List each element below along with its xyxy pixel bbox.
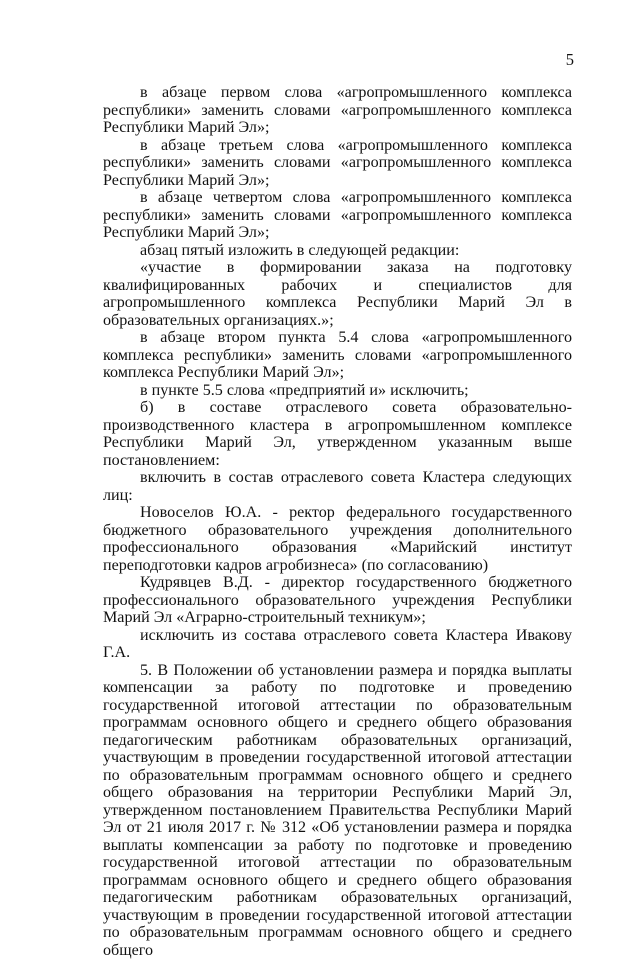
page-number: 5 (566, 50, 574, 70)
paragraph-member-novoselov: Новоселов Ю.А. - ректор федерального государственного бюджетного образовательного учреждения дополнительного профессионального образования «Марийский институт переподготовки кадров агробизнеса» (по согласованию) (103, 504, 572, 574)
paragraph-council-composition: б) в составе отраслевого совета образовательно-производственного кластера в агропромышленном комплексе Республики Марий Эл, утвержденном указанным выше постановлением: (103, 399, 572, 469)
paragraph-amend-fourth: в абзаце четвертом слова «агропромышленного комплекса республики» заменить словами «агропромышленного комплекса Республики Марий Эл»; (103, 189, 572, 242)
paragraph-member-kudryavtsev: Кудрявцев В.Д. - директор государственного бюджетного профессионального образовательного учреждения Республики Марий Эл «Аграрно-строительный техникум»; (103, 574, 572, 627)
paragraph-point-5-5: в пункте 5.5 слова «предприятий и» исключить; (103, 382, 572, 400)
paragraph-amend-fifth-intro: абзац пятый изложить в следующей редакции: (103, 242, 572, 260)
paragraph-point-5-4: в абзаце втором пункта 5.4 слова «агропромышленного комплекса республики» заменить словами «агропромышленного комплекса Республики Марий Эл»; (103, 329, 572, 382)
paragraph-amend-third: в абзаце третьем слова «агропромышленного комплекса республики» заменить словами «агропромышленного комплекса Республики Марий Эл»; (103, 137, 572, 190)
paragraph-exclude-member: исключить из состава отраслевого совета Кластера Ивакову Г.А. (103, 627, 572, 662)
paragraph-include-members: включить в состав отраслевого совета Кластера следующих лиц: (103, 469, 572, 504)
paragraph-section-5: 5. В Положении об установлении размера и порядка выплаты компенсации за работу по подготовке и проведению государственной итоговой аттестации по образовательным программам основного общего и среднего общего образования педагогическим работникам образовательных организаций, участвующим в проведении государственной итоговой аттестации по образовательным программам основного общего и среднего общего образования на территории Республики Марий Эл, утвержденном постановлением Правительства Республики Марий Эл от 21 июля 2017 г. № 312 «Об установлении размера и порядка выплаты компенсации за работу по подготовке и проведению государственной итоговой аттестации по образовательным программам основного общего и среднего общего образования педагогическим работникам образовательных организаций, участвующим в проведении государственной итоговой аттестации по образовательным программам основного общего и среднего общего (103, 662, 572, 959)
paragraph-amend-first: в абзаце первом слова «агропромышленного комплекса республики» заменить словами «агропромышленного комплекса Республики Марий Эл»; (103, 84, 572, 137)
paragraph-new-wording: «участие в формировании заказа на подготовку квалифицированных рабочих и специалистов для агропромышленного комплекса Республики Марий Эл в образовательных организациях.»; (103, 259, 572, 329)
document-body (103, 84, 572, 959)
